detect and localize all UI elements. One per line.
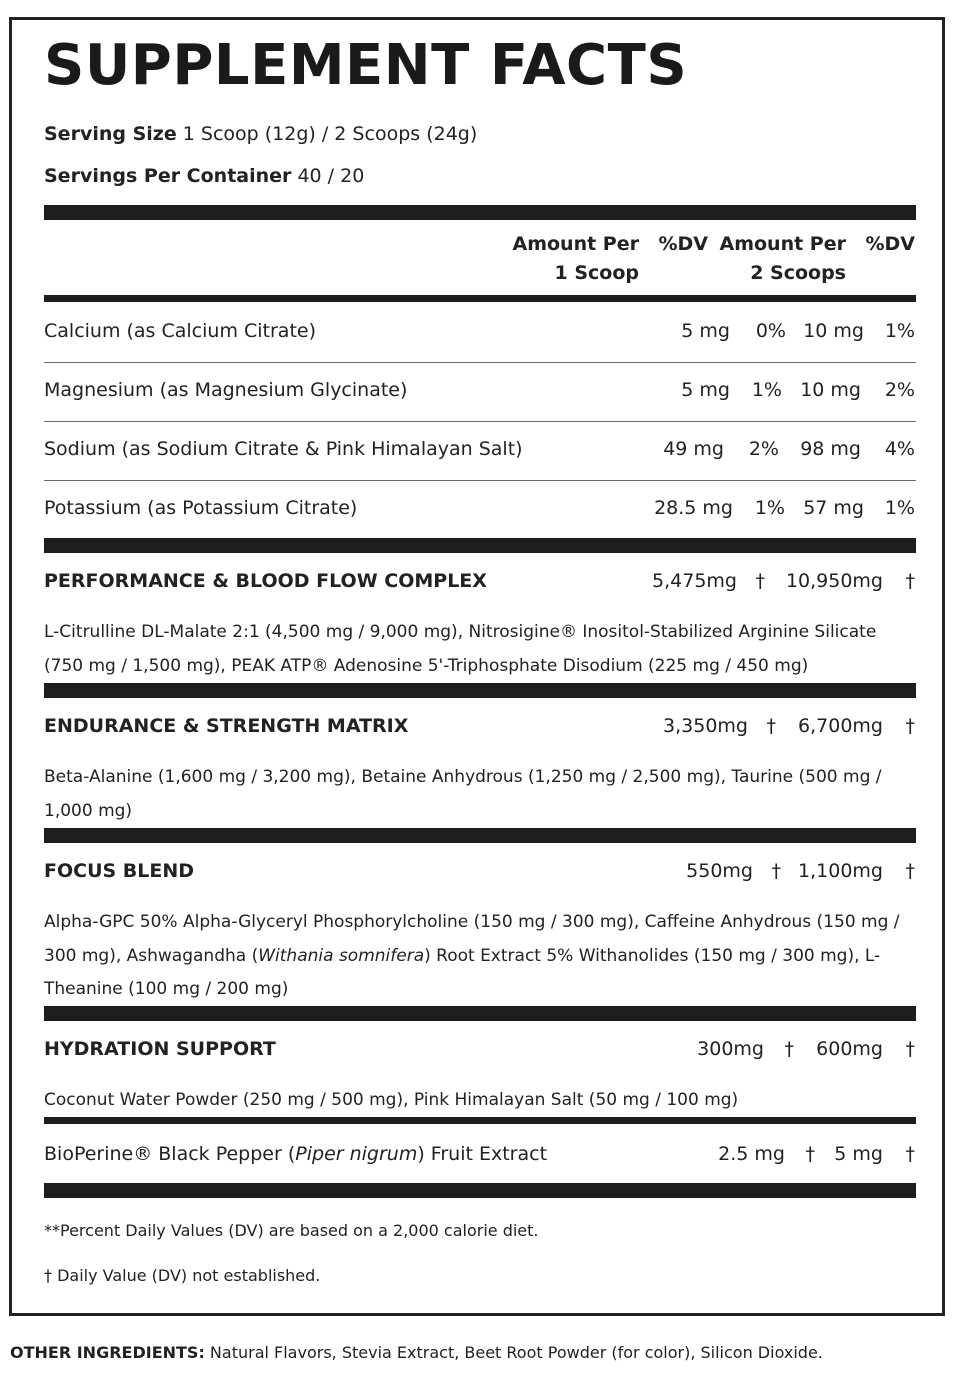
row-divider [44, 480, 916, 481]
potassium-amount-1: 28.5 mg [654, 497, 733, 519]
potassium-dv-2: 1% [884, 497, 915, 519]
hydration-amount-1: 300mg [697, 1038, 764, 1060]
endurance-dv-1: † [766, 715, 776, 737]
divider-bar [44, 295, 916, 302]
endurance-amount-1: 3,350mg [663, 715, 748, 737]
footnote-dagger: † Daily Value (DV) not established. [44, 1266, 321, 1285]
serving-size [44, 125, 477, 144]
bioperine-dv-1: † [805, 1143, 815, 1165]
col-dv-1: %DV [658, 233, 708, 255]
divider-bar [44, 1117, 916, 1124]
bioperine-dv-2: † [905, 1143, 915, 1165]
servings-per-container-label: Servings Per Container [44, 165, 292, 187]
hydration-amount-2: 600mg [816, 1038, 883, 1060]
divider-bar [44, 205, 916, 220]
row-divider [44, 421, 916, 422]
magnesium-amount-1: 5 mg [681, 379, 730, 401]
row-divider [44, 362, 916, 363]
blend-performance-ingredients: L-Citrulline DL-Malate 2:1 (4,500 mg / 9,000 mg), Nitrosigine® Inositol-Stabilized Arginine Silicate (750 mg / 1,500 mg), PEAK ATP® Adenosine 5'-Triphosphate Disodium (225 mg / 450 mg) [44, 622, 877, 676]
performance-dv-1: † [755, 570, 765, 592]
magnesium-dv-1: 1% [751, 379, 782, 401]
other-ingredients-value: Natural Flavors, Stevia Extract, Beet Root Powder (for color), Silicon Dioxide. [204, 1343, 823, 1362]
serving-size-label: Serving Size [44, 123, 177, 145]
col-amount-2-scoops: Amount Per 2 Scoops [719, 233, 846, 284]
panel-title: SUPPLEMENT FACTS [44, 33, 688, 98]
focus-dv-1: † [771, 860, 781, 882]
blend-performance-title: PERFORMANCE & BLOOD FLOW COMPLEX [44, 570, 487, 592]
endurance-amount-2: 6,700mg [798, 715, 883, 737]
servings-per-container [44, 167, 364, 186]
performance-dv-2: † [905, 570, 915, 592]
divider-bar [44, 683, 916, 698]
blend-endurance-ingredients: Beta-Alanine (1,600 mg / 3,200 mg), Betaine Anhydrous (1,250 mg / 2,500 mg), Taurine (500 mg / 1,000 mg) [44, 767, 882, 821]
other-ingredients-label: OTHER INGREDIENTS: [10, 1343, 205, 1362]
sodium-dv-2: 4% [884, 438, 915, 460]
blend-focus-title: FOCUS BLEND [44, 860, 195, 882]
bioperine-amount-2: 5 mg [834, 1143, 883, 1165]
blend-hydration-ingredients: Coconut Water Powder (250 mg / 500 mg), Pink Himalayan Salt (50 mg / 100 mg) [44, 1090, 739, 1110]
divider-bar [44, 538, 916, 553]
performance-amount-1: 5,475mg [652, 570, 737, 592]
calcium-amount-2: 10 mg [803, 320, 864, 342]
divider-bar [44, 1183, 916, 1198]
other-ingredients [10, 1345, 823, 1361]
focus-ingredients-part-b: ) Root Extract 5% Withanolides (150 mg / 300 mg), L-Theanine (100 mg / 200 mg) [44, 945, 881, 999]
calcium-dv-1: 0% [755, 320, 786, 342]
bioperine-name [44, 1145, 547, 1164]
focus-amount-1: 550mg [686, 860, 753, 882]
calcium-dv-2: 1% [884, 320, 915, 342]
focus-ingredients-part-a: Alpha-GPC 50% Alpha-Glyceryl Phosphorylcholine (150 mg / 300 mg), Caffeine Anhydrous (150 mg / 300 mg), Ashwagandha ( [44, 912, 900, 966]
servings-per-container-value: 40 / 20 [297, 165, 365, 187]
footnote-dv: **Percent Daily Values (DV) are based on a 2,000 calorie diet. [44, 1221, 539, 1240]
sodium-amount-2: 98 mg [800, 438, 861, 460]
focus-dv-2: † [905, 860, 915, 882]
divider-bar [44, 1006, 916, 1021]
col-amount-1-scoop: Amount Per 1 Scoop [512, 233, 639, 284]
performance-amount-2: 10,950mg [785, 570, 883, 592]
divider-bar [44, 828, 916, 843]
nutrient-calcium: Calcium (as Calcium Citrate) [44, 320, 317, 342]
endurance-dv-2: † [905, 715, 915, 737]
magnesium-dv-2: 2% [884, 379, 915, 401]
bioperine-name-part-b: ) Fruit Extract [417, 1143, 548, 1165]
focus-amount-2: 1,100mg [798, 860, 883, 882]
bioperine-species: Piper nigrum [295, 1143, 418, 1165]
bioperine-amount-1: 2.5 mg [718, 1143, 785, 1165]
potassium-amount-2: 57 mg [803, 497, 864, 519]
blend-endurance-title: ENDURANCE & STRENGTH MATRIX [44, 715, 409, 737]
hydration-dv-2: † [905, 1038, 915, 1060]
focus-ingredients-species: Withania somnifera [258, 945, 425, 966]
bioperine-name-part-a: BioPerine® Black Pepper ( [44, 1143, 296, 1165]
sodium-amount-1: 49 mg [663, 438, 724, 460]
serving-size-value: 1 Scoop (12g) / 2 Scoops (24g) [182, 123, 478, 145]
blend-hydration-title: HYDRATION SUPPORT [44, 1038, 276, 1060]
col-dv-2: %DV [865, 233, 915, 255]
nutrient-potassium: Potassium (as Potassium Citrate) [44, 497, 358, 519]
calcium-amount-1: 5 mg [681, 320, 730, 342]
nutrient-sodium: Sodium (as Sodium Citrate & Pink Himalayan Salt) [44, 438, 523, 460]
hydration-dv-1: † [784, 1038, 794, 1060]
sodium-dv-1: 2% [748, 438, 779, 460]
blend-focus-ingredients [44, 906, 904, 1007]
supplement-facts-panel [9, 17, 945, 1316]
potassium-dv-1: 1% [754, 497, 785, 519]
magnesium-amount-2: 10 mg [800, 379, 861, 401]
nutrient-magnesium: Magnesium (as Magnesium Glycinate) [44, 379, 408, 401]
